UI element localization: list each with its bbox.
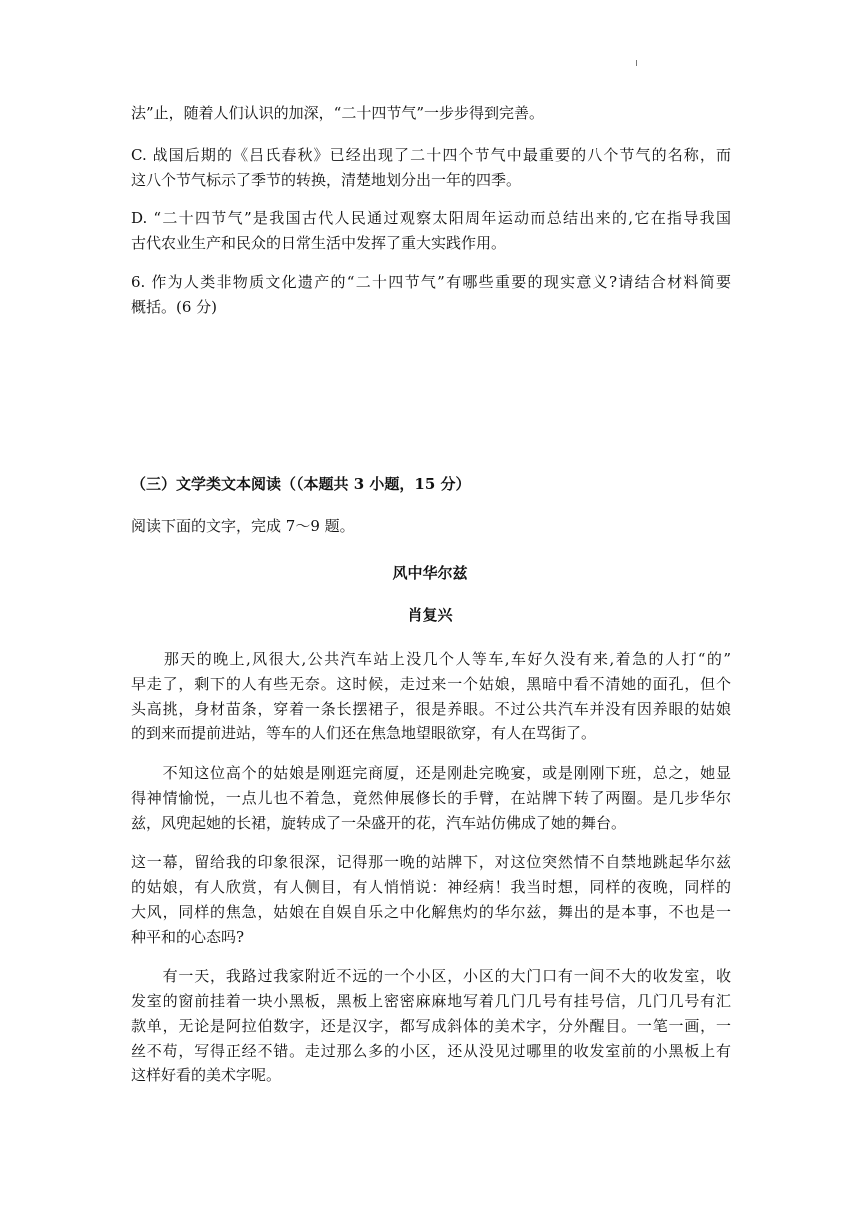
section-heading: （三）文学类文本阅读（（本题共 3 小题，15 分） bbox=[131, 475, 471, 493]
article-p1-line4: 的到来而提前进站，等车的人们还在焦急地望眼欲穿，有人在骂街了。 bbox=[131, 724, 597, 742]
page-corner-mark bbox=[636, 60, 637, 66]
q5-option-d-line1: D. “二十四节气”是我国古代人民通过观察太阳周年运动而总结出来的,它在指导我国 bbox=[131, 209, 731, 227]
section-instruction: 阅读下面的文字，完成 7～9 题。 bbox=[131, 517, 355, 535]
article-author: 肖复兴 bbox=[407, 606, 453, 624]
q6-line1: 6. 作为人类非物质文化遗产的“二十四节气”有哪些重要的现实意义?请结合材料简要 bbox=[131, 273, 731, 291]
q5-option-c-line2: 这八个节气标示了季节的转换，清楚地划分出一年的四季。 bbox=[131, 171, 522, 189]
q5-option-b-tail: 法”止，随着人们认识的加深，“二十四节气”一步步得到完善。 bbox=[131, 104, 545, 122]
article-p3-line3: 大风，同样的焦急，姑娘在自娱自乐之中化解焦灼的华尔兹，舞出的是本事，不也是一 bbox=[131, 903, 731, 921]
article-p1-line3: 头高挑，身材苗条，穿着一条长摆裙子，很是养眼。不过公共汽车并没有因养眼的姑娘 bbox=[131, 700, 731, 718]
q5-option-c-line1: C. 战国后期的《吕氏春秋》已经出现了二十四个节气中最重要的八个节气的名称，而 bbox=[131, 146, 731, 164]
article-p4-line2: 发室的窗前挂着一块小黑板，黑板上密密麻麻地写着几门几号有挂号信，几门几号有汇 bbox=[131, 992, 731, 1010]
article-p2-line3: 兹，风兜起她的长裙，旋转成了一朵盛开的花，汽车站仿佛成了她的舞台。 bbox=[131, 814, 627, 832]
article-p2-line2: 得神情愉悦，一点儿也不着急，竟然伸展修长的手臂，在站牌下转了两圈。是几步华尔 bbox=[131, 789, 731, 807]
article-p2-line1: 不知这位高个的姑娘是刚逛完商厦，还是刚赴完晚宴，或是刚刚下班，总之，她显 bbox=[131, 764, 731, 782]
article-p4-line4: 丝不苟，写得正经不错。走过那么多的小区，还从没见过哪里的收发室前的小黑板上有 bbox=[131, 1042, 731, 1060]
article-p4-line5: 这样好看的美术字呢。 bbox=[131, 1066, 282, 1084]
article-p1-line1: 那天的晚上,风很大,公共汽车站上没几个人等车,车好久没有来,着急的人打“的” bbox=[131, 650, 731, 668]
q5-option-d-line2: 古代农业生产和民众的日常生活中发挥了重大实践作用。 bbox=[131, 234, 507, 252]
article-p3-line1: 这一幕，留给我的印象很深，记得那一晚的站牌下，对这位突然情不自禁地跳起华尔兹 bbox=[131, 853, 731, 871]
article-title: 风中华尔兹 bbox=[392, 564, 468, 582]
article-p3-line2: 的姑娘，有人欣赏，有人侧目，有人悄悄说：神经病！我当时想，同样的夜晚，同样的 bbox=[131, 878, 731, 896]
article-p4-line1: 有一天，我路过我家附近不远的一个小区，小区的大门口有一间不大的收发室，收 bbox=[131, 967, 731, 985]
article-p4-line3: 款单，无论是阿拉伯数字，还是汉字，都写成斜体的美术字，分外醒目。一笔一画，一 bbox=[131, 1017, 731, 1035]
q6-line2: 概括。(6 分) bbox=[131, 298, 218, 316]
article-p1-line2: 早走了，剩下的人有些无奈。这时候，走过来一个姑娘，黑暗中看不清她的面孔，但个 bbox=[131, 675, 731, 693]
article-p3-line4: 种平和的心态吗? bbox=[131, 928, 245, 946]
